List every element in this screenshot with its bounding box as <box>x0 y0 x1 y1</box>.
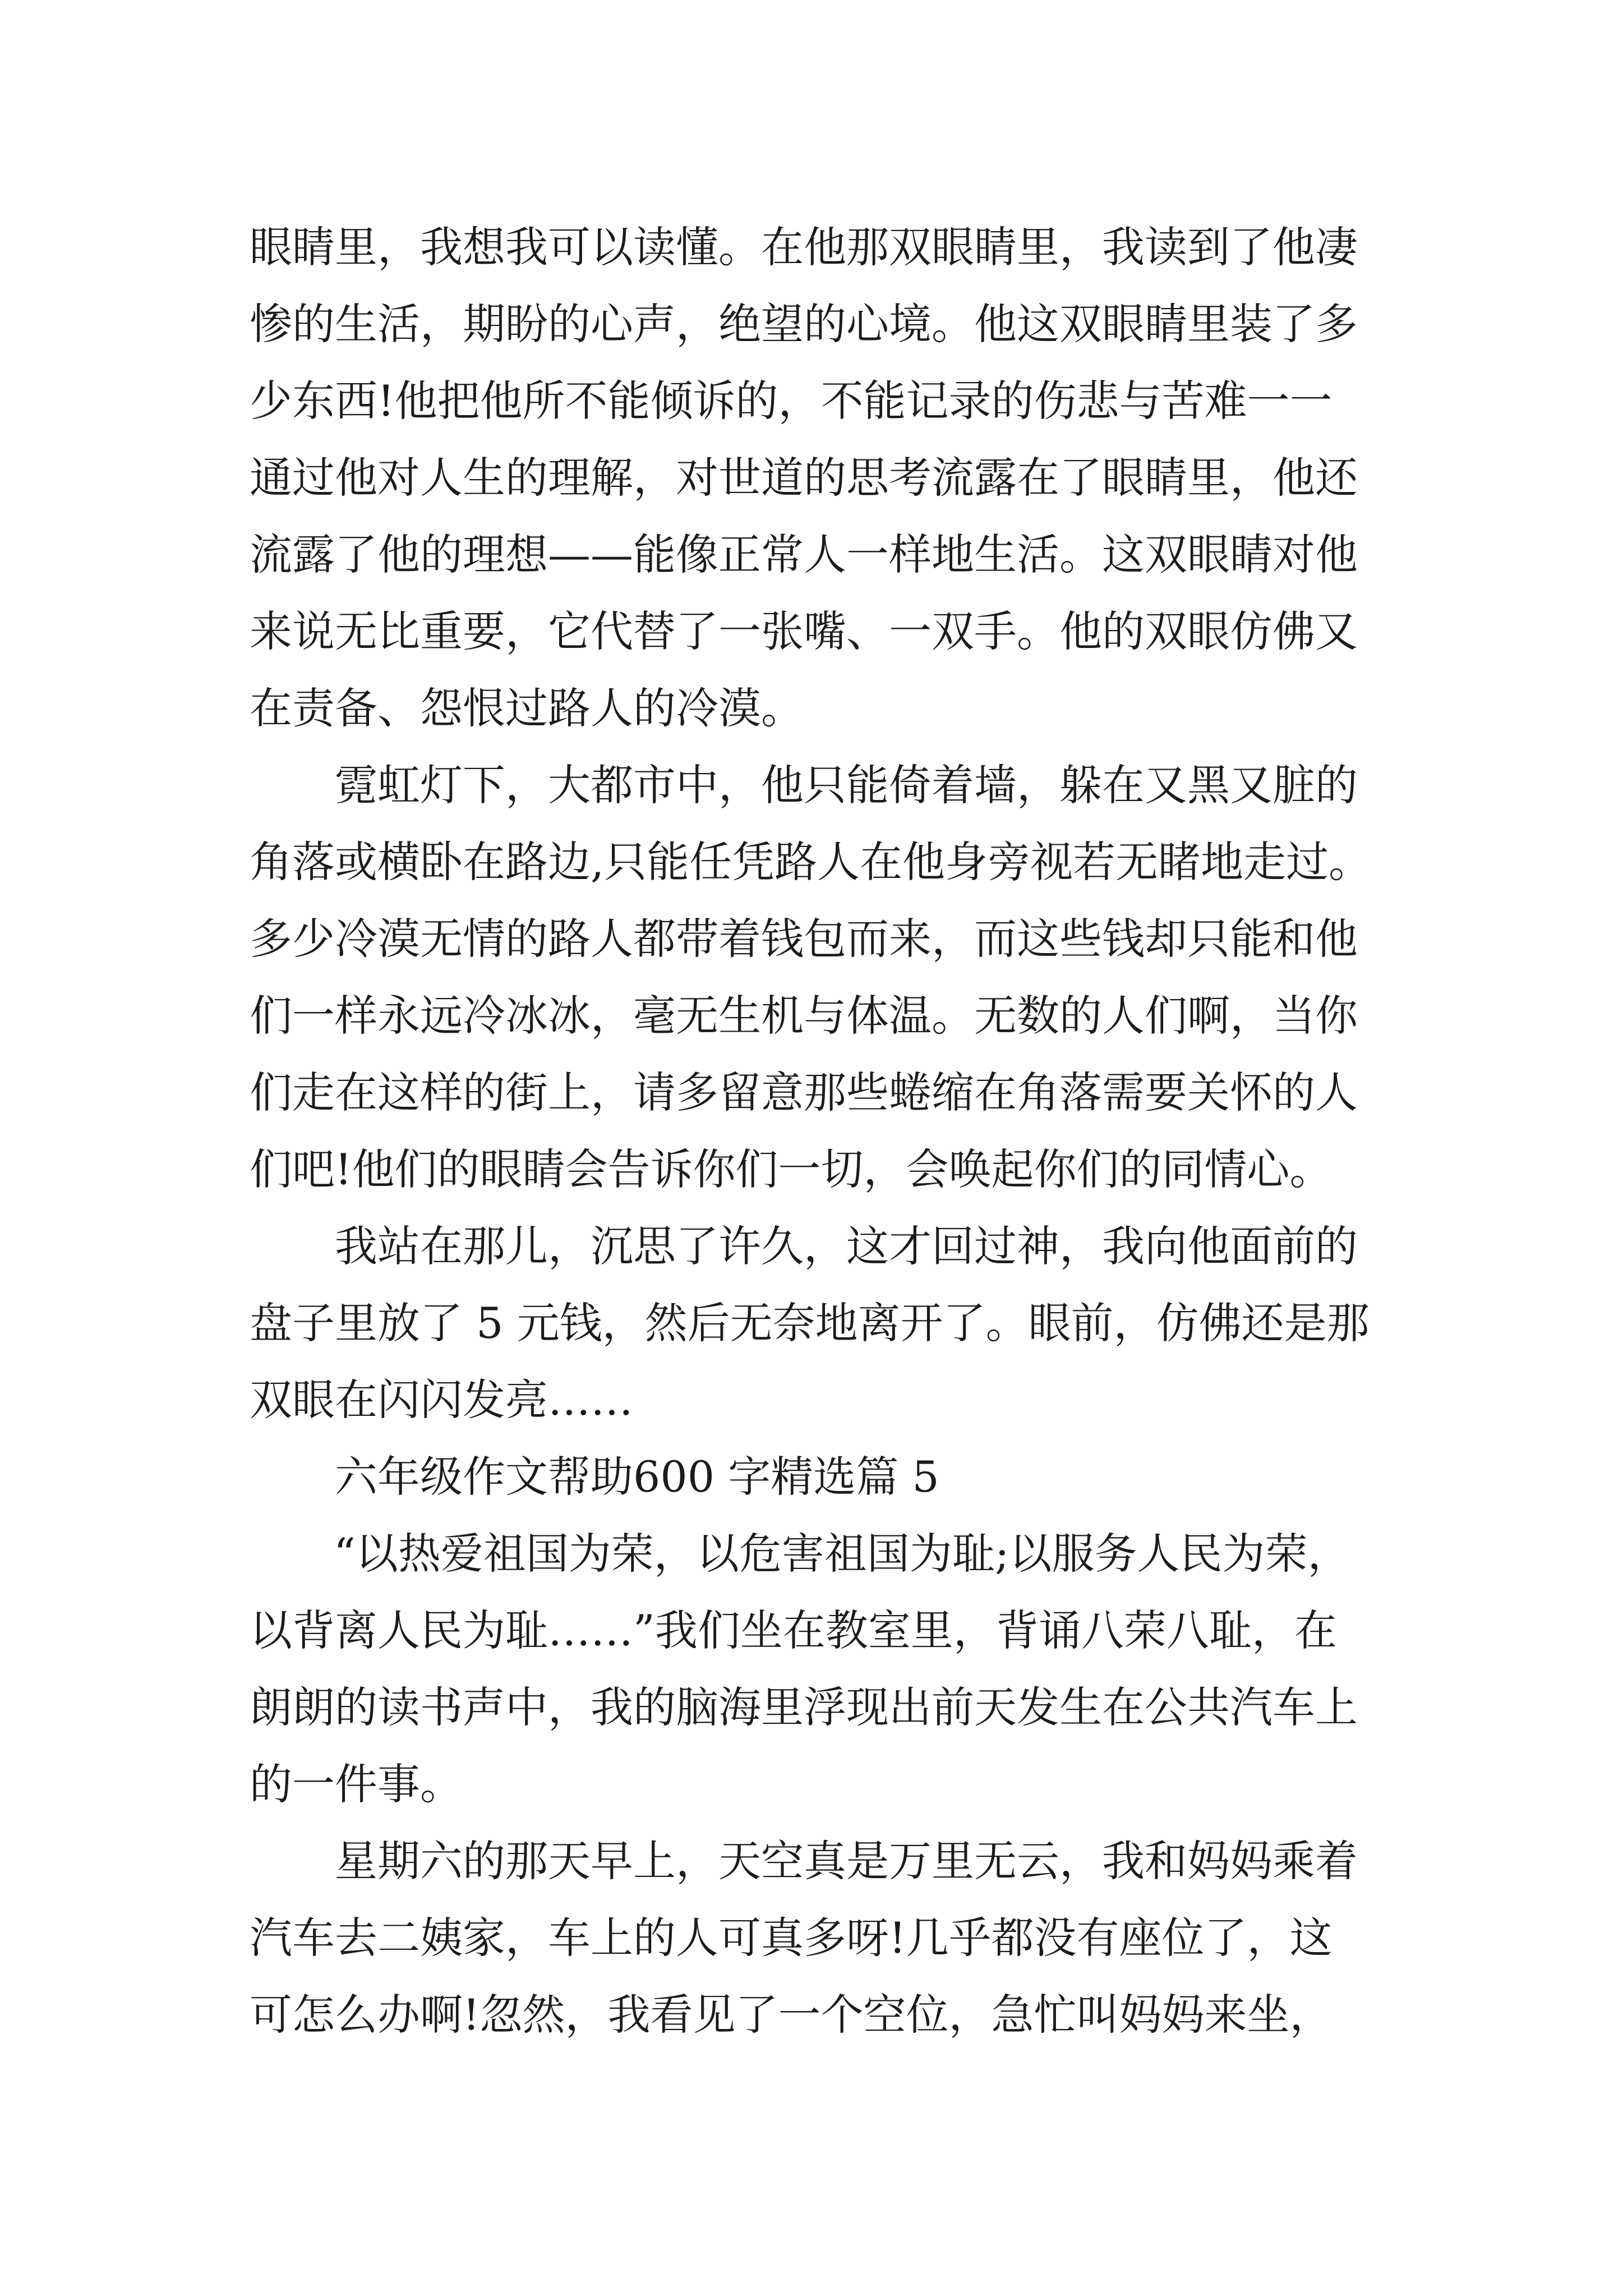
text-line: 可怎么办啊!忽然，我看见了一个空位，急忙叫妈妈来坐， <box>250 1990 1332 2040</box>
text-line: 们一样永远冷冰冰，毫无生机与体温。无数的人们啊，当你 <box>250 991 1358 1041</box>
text-line: 惨的生活，期盼的心声，绝望的心境。他这双眼睛里装了多 <box>250 299 1358 349</box>
text-line: 以背离人民为耻……”我们坐在教室里，背诵八荣八耻，在 <box>250 1605 1337 1655</box>
text-line: 角落或横卧在路边,只能任凭路人在他身旁视若无睹地走过。 <box>250 837 1372 887</box>
paragraph-first-line: “以热爱祖国为荣，以危害祖国为耻;以服务人民为荣， <box>334 1529 1350 1579</box>
text-line: 在责备、怨恨过路人的冷漠。 <box>250 683 804 733</box>
text-line: 盘子里放了 5 元钱，然后无奈地离开了。眼前，仿佛还是那 <box>250 1298 1370 1348</box>
text-line: 眼睛里，我想我可以读懂。在他那双眼睛里，我读到了他凄 <box>250 222 1358 272</box>
text-line: 汽车去二姨家，车上的人可真多呀!几乎都没有座位了，这 <box>250 1913 1332 1963</box>
paragraph-first-line: 星期六的那天早上，天空真是万里无云，我和妈妈乘着 <box>335 1836 1358 1886</box>
text-line: 双眼在闪闪发亮…… <box>250 1375 633 1425</box>
essay-text <box>250 209 1399 2053</box>
text-line: 们吧!他们的眼睛会告诉你们一切，会唤起你们的同情心。 <box>250 1144 1332 1194</box>
text-line: 朗朗的读书声中，我的脑海里浮现出前天发生在公共汽车上 <box>250 1682 1358 1732</box>
text-line: 通过他对人生的理解，对世道的思考流露在了眼睛里，他还 <box>250 453 1358 503</box>
text-line: 的一件事。 <box>250 1759 463 1809</box>
text-line: 来说无比重要，它代替了一张嘴、一双手。他的双眼仿佛又 <box>250 606 1358 656</box>
text-line: 流露了他的理想——能像正常人一样地生活。这双眼睛对他 <box>250 530 1358 579</box>
paragraph-first-line: 霓虹灯下，大都市中，他只能倚着墙，躲在又黑又脏的 <box>335 760 1358 810</box>
paragraph-first-line: 我站在那儿，沉思了许久，这才回过神，我向他面前的 <box>335 1221 1358 1271</box>
text-line: 多少冷漠无情的路人都带着钱包而来，而这些钱却只能和他 <box>250 914 1358 964</box>
section-heading: 六年级作文帮助600 字精选篇 5 <box>335 1452 939 1502</box>
text-line: 少东西!他把他所不能倾诉的，不能记录的伤悲与苦难一一 <box>250 376 1332 426</box>
text-line: 们走在这样的街上，请多留意那些蜷缩在角落需要关怀的人 <box>250 1068 1358 1117</box>
